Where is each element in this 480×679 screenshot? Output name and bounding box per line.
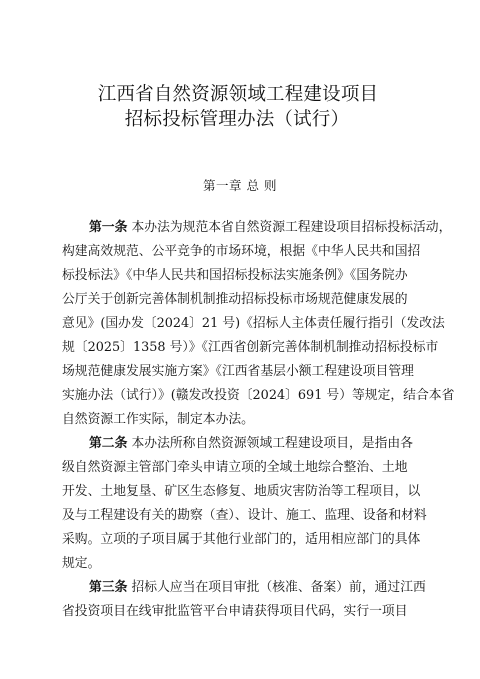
article-line: 规〔2025〕1358 号）》《江西省创新完善体制机制推动招标投标市 <box>62 340 439 355</box>
article-text: 本办法所称自然资源领域工程建设项目，是指由各 <box>131 436 413 451</box>
article-line: 实施办法（试行）》(赣发改投资〔2024〕691 号）等规定，结合本省 <box>62 388 455 403</box>
article-line: 标投标法》《中华人民共和国招标投标法实施条例》《国务院办 <box>62 268 408 283</box>
article-label: 第二条 <box>89 436 128 451</box>
article-line: 自然资源工作实际，制定本办法。 <box>62 412 254 427</box>
article-line: 场规范健康发展实施方案》《江西省基层小额工程建设项目管理 <box>62 364 414 379</box>
article-line: 采购。立项的子项目属于其他行业部门的，适用相应部门的具体 <box>62 532 421 547</box>
article-label: 第三条 <box>89 580 128 595</box>
article-line: 意见》(国办发〔2024〕21 号)《招标人主体责任履行指引（发改法 <box>62 316 445 331</box>
article-line: 及与工程建设有关的勘察（查）、设计、施工、监理、设备和材料 <box>62 508 427 523</box>
article-line: 公厅关于创新完善体制机制推动招标投标市场规范健康发展的 <box>62 292 408 307</box>
article-line: 构建高效规范、公平竞争的市场环境，根据《中华人民共和国招 <box>62 244 421 259</box>
article-3-first-line <box>89 576 426 600</box>
article-text: 招标人应当在项目审批（核准、备案）前，通过江西 <box>131 580 426 595</box>
chapter-heading: 第一章 总 则 <box>203 178 277 193</box>
document-title-line-2: 招标投标管理办法（试行） <box>124 109 350 130</box>
article-2-first-line <box>89 432 413 456</box>
article-line: 级自然资源主管部门牵头申请立项的全域土地综合整治、土地 <box>62 460 408 475</box>
article-line: 开发、土地复垦、矿区生态修复、地质灾害防治等工程项目，以 <box>62 484 421 499</box>
article-label: 第一条 <box>89 220 128 235</box>
article-line: 规定。 <box>62 556 101 571</box>
document-title-line-1: 江西省自然资源领域工程建设项目 <box>97 84 379 105</box>
article-1-first-line <box>89 216 451 240</box>
article-line: 省投资项目在线审批监管平台申请获得项目代码，实行一项目 <box>62 604 408 619</box>
article-text: 本办法为规范本省自然资源工程建设项目招标投标活动， <box>131 220 452 235</box>
